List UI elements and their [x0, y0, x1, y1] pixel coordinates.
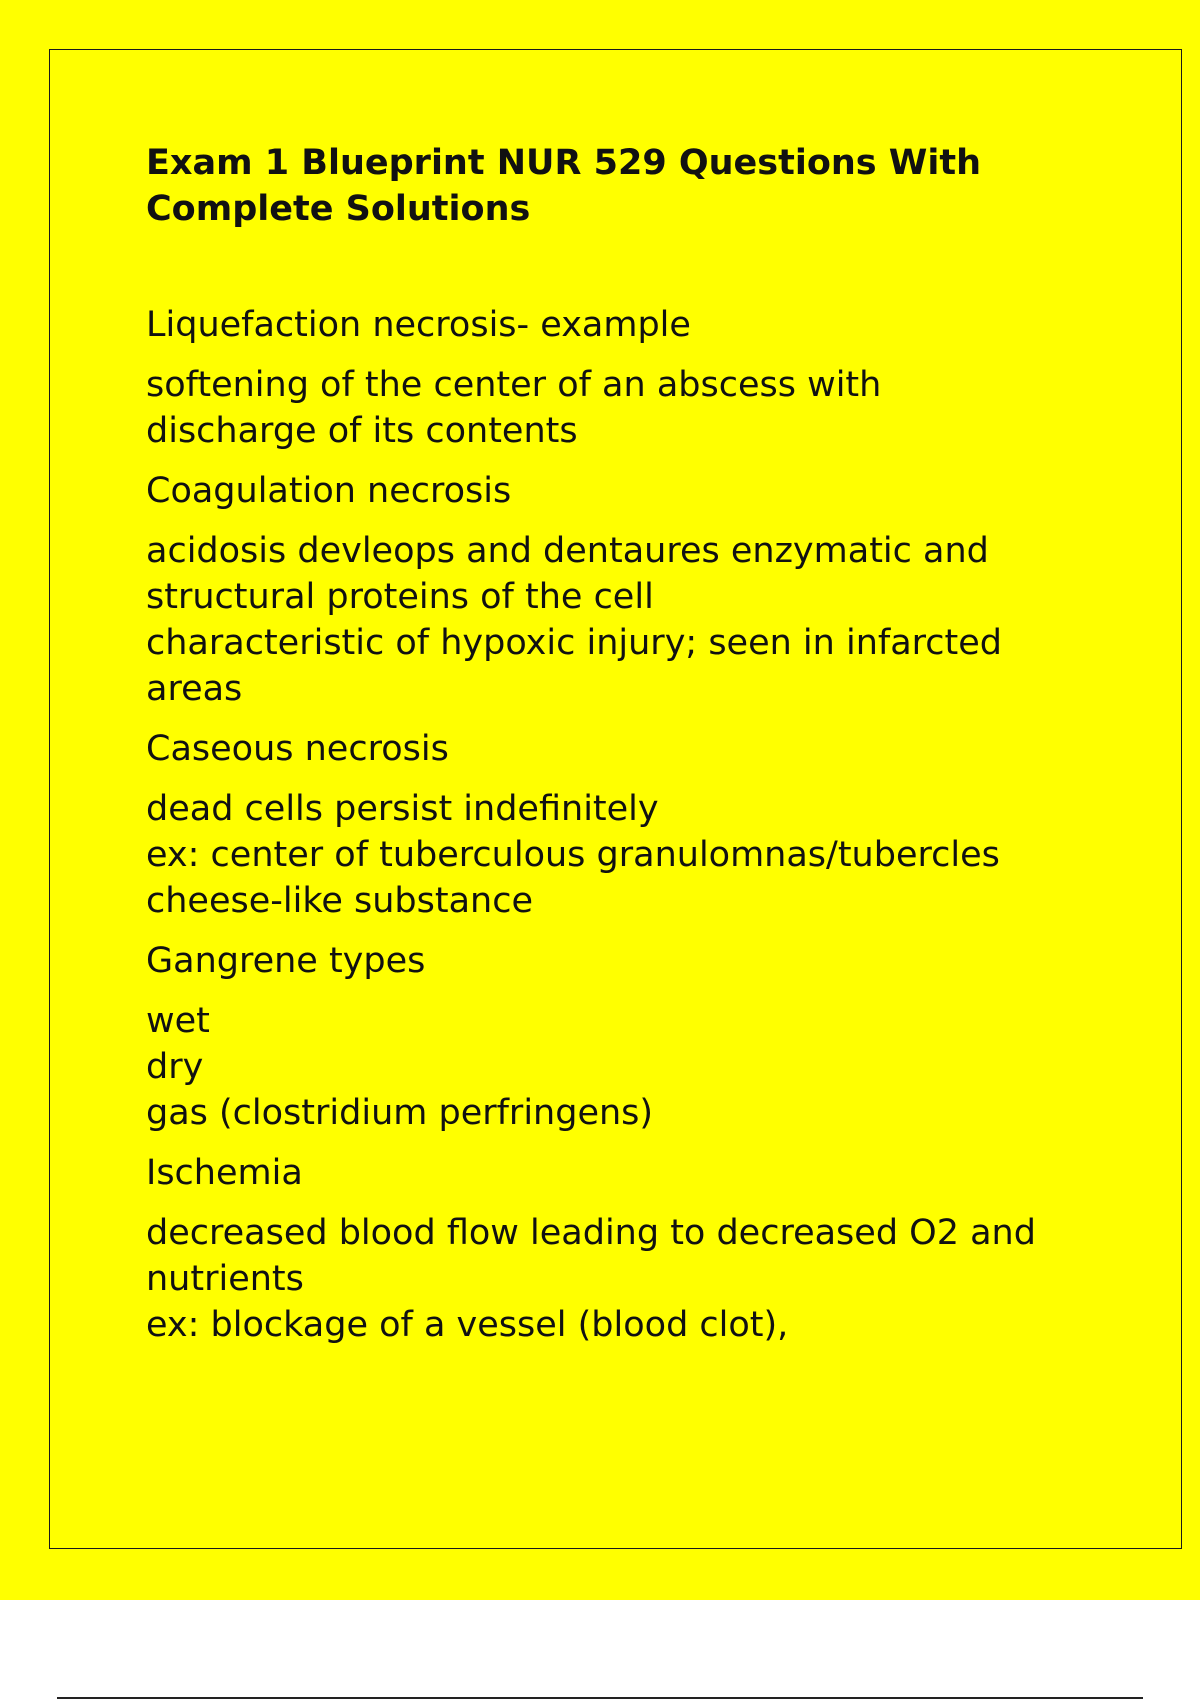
term: Coagulation necrosis: [146, 471, 512, 511]
qa-item-gangrene: [146, 938, 1106, 1136]
term: Ischemia: [146, 1153, 303, 1193]
definition-line: structural proteins of the cell: [146, 577, 654, 617]
definition: [146, 998, 1106, 1136]
definition-line: softening of the center of an abscess with: [146, 365, 882, 405]
qa-item-liquefaction: [146, 302, 1106, 454]
document-body: [146, 140, 1106, 1362]
term: Gangrene types: [146, 941, 426, 981]
definition-line: discharge of its contents: [146, 411, 578, 451]
definition-line: ex: blockage of a vessel (blood clot),: [146, 1305, 789, 1345]
qa-item-caseous: [146, 726, 1106, 924]
definition-line: ex: center of tuberculous granulomnas/tubercles: [146, 835, 1000, 875]
definition-line: cheese-like substance: [146, 881, 534, 921]
qa-item-coagulation: [146, 468, 1106, 712]
qa-item-ischemia: [146, 1150, 1106, 1348]
document-title-line-2: Complete Solutions: [146, 189, 531, 229]
term: Caseous necrosis: [146, 729, 449, 769]
definition: [146, 362, 1106, 454]
definition-line: decreased blood flow leading to decreased O2 and: [146, 1213, 1036, 1253]
definition: [146, 1210, 1106, 1348]
definition-line: areas: [146, 669, 243, 709]
document-title: [146, 140, 1106, 232]
footer-rule: [57, 1697, 1143, 1699]
definition-line: acidosis devleops and dentaures enzymatic and: [146, 531, 989, 571]
term: Liquefaction necrosis- example: [146, 305, 691, 345]
document-title-line-1: Exam 1 Blueprint NUR 529 Questions With: [146, 143, 982, 183]
definition-line: wet: [146, 1001, 210, 1041]
definition-line: nutrients: [146, 1259, 304, 1299]
definition-line: characteristic of hypoxic injury; seen in infarcted: [146, 623, 1002, 663]
definition-line: dry: [146, 1047, 204, 1087]
definition-line: dead cells persist indefinitely: [146, 789, 659, 829]
definition: [146, 786, 1106, 924]
definition-line: gas (clostridium perfringens): [146, 1093, 654, 1133]
definition: [146, 528, 1106, 712]
